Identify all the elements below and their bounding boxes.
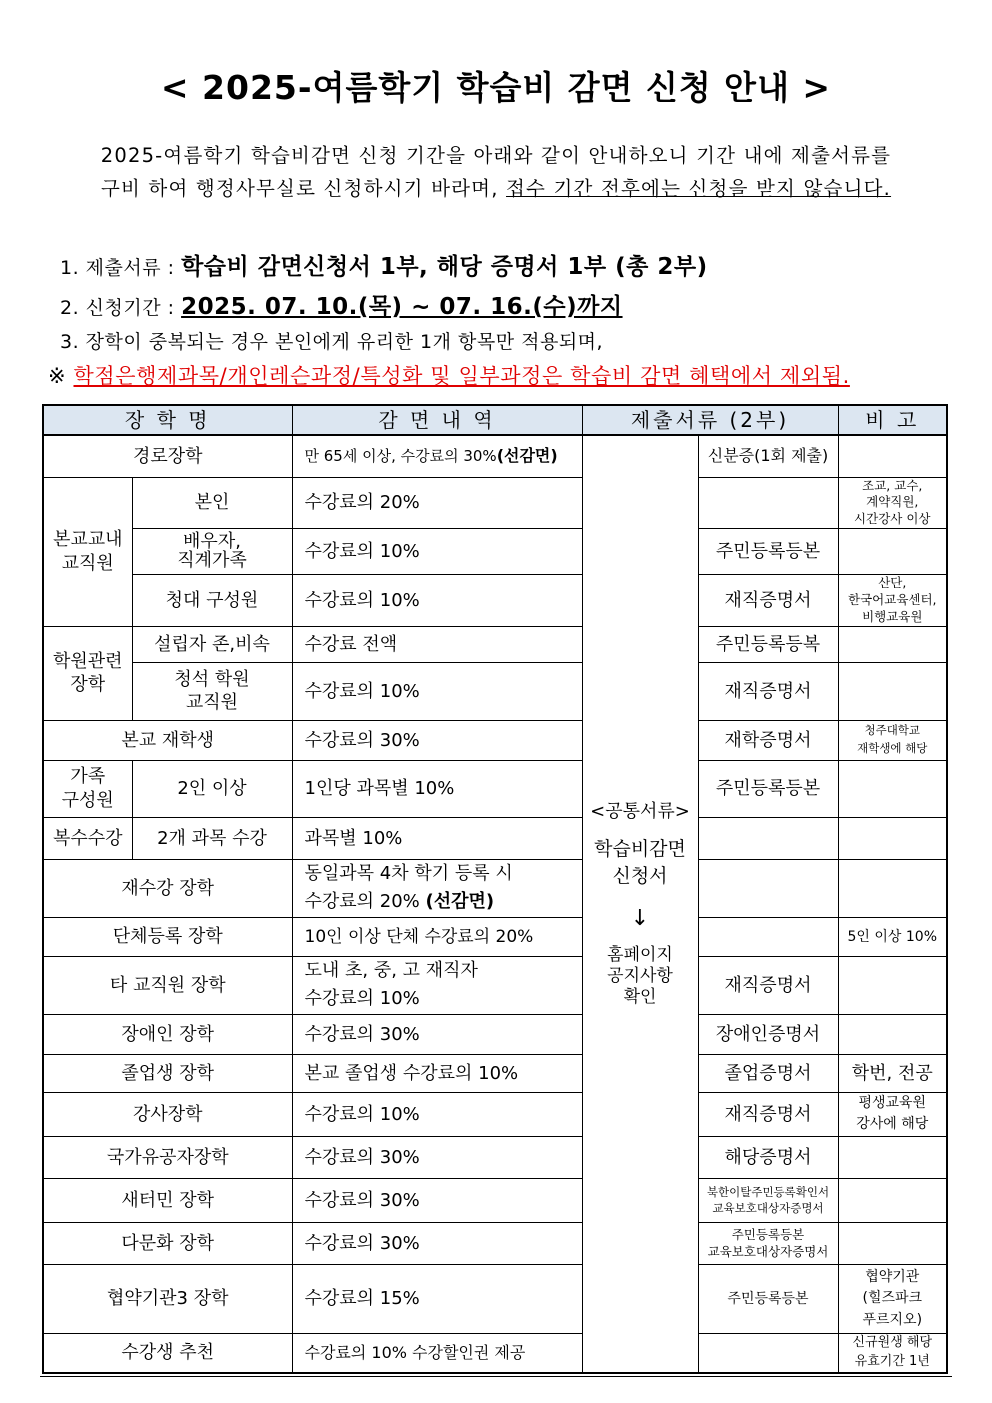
- benefit: 수강료의 20%: [292, 477, 582, 529]
- benefit-bold: (선감면): [496, 445, 558, 465]
- remarks: [838, 956, 947, 1014]
- remarks: [838, 1014, 947, 1054]
- benefit: 수강료의 30%: [292, 1223, 582, 1265]
- page-title: < 2025-여름학기 학습비 감면 신청 안내 >: [160, 68, 832, 107]
- sub-category: 청대 구성원: [132, 575, 292, 627]
- benefit: 수강료의 30%: [292, 1179, 582, 1223]
- exclusion-note: [48, 360, 850, 390]
- scholarship-name: 단체등록 장학: [43, 917, 292, 956]
- scholarship-name: 장애인 장학: [43, 1014, 292, 1054]
- remarks: [838, 859, 947, 917]
- table-row: [43, 1265, 947, 1334]
- benefit: [292, 435, 582, 477]
- benefit-line-2: [305, 888, 579, 916]
- table-row: [43, 817, 947, 859]
- table-row: [43, 477, 947, 529]
- benefit: 수강료의 30%: [292, 720, 582, 760]
- remarks: [838, 435, 947, 477]
- footer-divider: [40, 1376, 952, 1377]
- scholarship-table: [42, 404, 948, 1374]
- item-duplicate: [60, 327, 603, 354]
- group-academy: 학원관련 장학: [43, 626, 132, 720]
- document: 졸업증명서: [698, 1054, 838, 1092]
- header-benefit: 감 면 내 역: [292, 405, 582, 435]
- header-scholarship-name: 장 학 명: [43, 405, 292, 435]
- benefit: 본교 졸업생 수강료의 10%: [292, 1054, 582, 1092]
- sub-category: 본인: [132, 477, 292, 529]
- table-row: [43, 529, 947, 575]
- scholarship-name: 협약기관3 장학: [43, 1265, 292, 1334]
- table-row: [43, 1179, 947, 1223]
- document: [698, 859, 838, 917]
- benefit: 수강료의 10%: [292, 1092, 582, 1136]
- benefit-text: 만 65세 이상, 수강료의 30%: [304, 446, 497, 465]
- document: 재학증명서: [698, 720, 838, 760]
- benefit: 도내 초, 중, 고 재직자 수강료의 10%: [292, 956, 582, 1014]
- remarks: 신규원생 해당 유효기간 1년: [838, 1334, 947, 1373]
- document: 신분증(1회 제출): [698, 435, 838, 477]
- document: 주민등록등본: [698, 1265, 838, 1334]
- scholarship-name: 타 교직원 장학: [43, 956, 292, 1014]
- benefit: 10인 이상 단체 수강료의 20%: [292, 917, 582, 956]
- intro-deadline-warning: 접수 기간 전후에는 신청을 받지 않습니다.: [506, 177, 892, 200]
- table-row: [43, 1334, 947, 1373]
- benefit: 수강료의 10%: [292, 662, 582, 720]
- table-row: [43, 760, 947, 817]
- remarks: [838, 626, 947, 662]
- document: [698, 817, 838, 859]
- item-documents: [60, 248, 708, 281]
- intro-line-1: 2025-여름학기 학습비감면 신청 기간을 아래와 같이 안내하오니 기간 내에 제출서류를: [100, 144, 892, 167]
- benefit: 수강료의 15%: [292, 1265, 582, 1334]
- scholarship-name: 졸업생 장학: [43, 1054, 292, 1092]
- group-staff: 본교교내 교직원: [43, 477, 132, 626]
- benefit: 수강료 전액: [292, 626, 582, 662]
- scholarship-name: 경로장학: [43, 435, 292, 477]
- document: 장애인증명서: [698, 1014, 838, 1054]
- down-arrow-icon: ↓: [630, 905, 650, 931]
- table-row: [43, 1092, 947, 1136]
- scholarship-name: 재수강 장학: [43, 859, 292, 917]
- remarks: [838, 1223, 947, 1265]
- scholarship-name: 수강생 추천: [43, 1334, 292, 1373]
- table-row: [43, 626, 947, 662]
- sub-category: 2개 과목 수강: [132, 817, 292, 859]
- benefit: 1인당 과목별 10%: [292, 760, 582, 817]
- document: 재직증명서: [698, 575, 838, 627]
- benefit-bold: (선감면): [425, 891, 495, 913]
- item-documents-value: 학습비 감면신청서 1부, 해당 증명서 1부 (총 2부): [181, 254, 708, 280]
- remarks: [838, 1179, 947, 1223]
- scholarship-name: 본교 재학생: [43, 720, 292, 760]
- remarks: [838, 817, 947, 859]
- benefit: 수강료의 10%: [292, 529, 582, 575]
- intro-line-2-text: 구비 하여 행정사무실로 신청하시기 바라며,: [100, 177, 507, 200]
- document: 주민등록등복: [698, 626, 838, 662]
- benefit-line-1: 동일과목 4차 학기 등록 시: [304, 863, 513, 885]
- document: [698, 477, 838, 529]
- item-duplicate-label: 3. 장학이 중복되는 경우 본인에게 유리한 1개 항목만 적용되며,: [60, 331, 604, 353]
- item-period: [60, 288, 623, 321]
- benefit: 수강료의 10%: [292, 575, 582, 627]
- document: 재직증명서: [698, 662, 838, 720]
- remarks: 협약기관 (힐즈파크 푸르지오): [838, 1265, 947, 1334]
- common-documents: [582, 435, 698, 1373]
- benefit: 과목별 10%: [292, 817, 582, 859]
- document: 재직증명서: [698, 956, 838, 1014]
- group-multiple: 복수수강: [43, 817, 132, 859]
- remarks: [838, 662, 947, 720]
- table-row: [43, 435, 947, 477]
- remarks: 평생교육원 강사에 해당: [838, 1092, 947, 1136]
- group-family: 가족 구성원: [43, 760, 132, 817]
- benefit: 수강료의 30%: [292, 1137, 582, 1179]
- scholarship-name: 다문화 장학: [43, 1223, 292, 1265]
- sub-category: 설립자 존,비속: [132, 626, 292, 662]
- remarks: [838, 529, 947, 575]
- remarks: 5인 이상 10%: [838, 917, 947, 956]
- benefit-text: 수강료의 20%: [304, 891, 426, 913]
- table-row: [43, 1054, 947, 1092]
- document: 주민등록등본: [698, 760, 838, 817]
- remarks: 산단, 한국어교육센터, 비행교육원: [838, 575, 947, 627]
- common-documents-label: <공통서류>: [590, 801, 690, 823]
- table-row: [43, 575, 947, 627]
- common-documents-where: 홈페이지 공지사항 확인: [607, 944, 673, 1008]
- table-row: [43, 720, 947, 760]
- sub-category: 청석 학원 교직원: [132, 662, 292, 720]
- benefit: 수강료의 10% 수강할인권 제공: [292, 1334, 582, 1373]
- benefit: [292, 859, 582, 917]
- benefit: 수강료의 30%: [292, 1014, 582, 1054]
- reference-mark: ※: [48, 364, 67, 388]
- remarks: 학번, 전공: [838, 1054, 947, 1092]
- table-row: [43, 1137, 947, 1179]
- item-documents-label: 1. 제출서류 :: [60, 257, 182, 279]
- remarks: 청주대학교 재학생에 해당: [838, 720, 947, 760]
- header-documents: 제출서류 (2부): [582, 405, 838, 435]
- header-remarks: 비 고: [838, 405, 947, 435]
- common-documents-form: 학습비감면 신청서: [594, 837, 686, 888]
- remarks: [838, 760, 947, 817]
- sub-category: 2인 이상: [132, 760, 292, 817]
- item-period-value: 2025. 07. 10.(목) ~ 07. 16.(수)까지: [181, 294, 623, 320]
- document: 주민등록등본: [698, 529, 838, 575]
- document: 주민등록등본 교육보호대상자증명서: [698, 1223, 838, 1265]
- document: [698, 1334, 838, 1373]
- document: 재직증명서: [698, 1092, 838, 1136]
- table-row: [43, 859, 947, 917]
- table-row: [43, 956, 947, 1014]
- exclusion-text: 학점은행제과목/개인레슨과정/특성화 및 일부과정은 학습비 감면 혜택에서 제외됨.: [73, 364, 850, 388]
- table-header-row: [43, 405, 947, 435]
- document: 북한이탈주민등록확인서 교육보호대상자증명서: [698, 1179, 838, 1223]
- remarks: [838, 1137, 947, 1179]
- intro-line-2: [40, 173, 952, 201]
- sub-category: 배우자, 직계가족: [132, 529, 292, 575]
- document: [698, 917, 838, 956]
- table-row: [43, 662, 947, 720]
- remarks: 조교, 교수, 계약직원, 시간강사 이상: [838, 477, 947, 529]
- scholarship-name: 강사장학: [43, 1092, 292, 1136]
- table-row: [43, 1223, 947, 1265]
- table-row: [43, 1014, 947, 1054]
- scholarship-name: 국가유공자장학: [43, 1137, 292, 1179]
- item-period-label: 2. 신청기간 :: [60, 297, 182, 319]
- table-row: [43, 917, 947, 956]
- document: 해당증명서: [698, 1137, 838, 1179]
- scholarship-name: 새터민 장학: [43, 1179, 292, 1223]
